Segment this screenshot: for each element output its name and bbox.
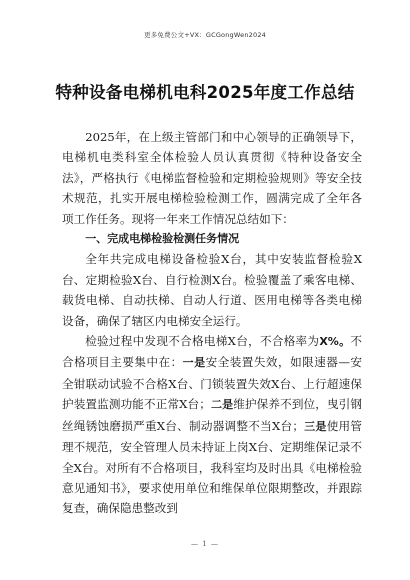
document-title: 特种设备电梯机电科2025年度工作总结 bbox=[55, 83, 355, 102]
label-third: 三是 bbox=[303, 419, 327, 433]
page-number: — 1 — bbox=[191, 540, 219, 548]
findings-text-3: 安全装置失效，如限速器—安全钳联动试验不合格X台、门锁装置失效X台、上行超速保护装置监测功能不正常X台； bbox=[62, 355, 362, 412]
findings-text-5: 使用管理不规范，安全管理人员未持证上岗X台、定期维保记录不全X台。对所有不合格项目，我科室均及时出具《电梯检验意见通知书》，要求使用单位和维保单位限期整改，并跟踪复查，确保隐患整改到 bbox=[62, 418, 362, 516]
findings-text-2: 不合格项目主要集中在： bbox=[62, 334, 362, 370]
findings-text-1: 检验过程中发现不合格电梯X台，不合格率为 bbox=[85, 334, 320, 349]
header-note: 更多免费公文+VX：GCGongWen2024 bbox=[144, 31, 266, 39]
findings-paragraph bbox=[62, 331, 362, 519]
label-second: 二是 bbox=[210, 398, 234, 412]
label-first: 一是 bbox=[182, 356, 206, 370]
task-paragraph: 全年共完成电梯设备检验X台，其中安装监督检验X台、定期检验X台、自行检测X台。检验覆盖了乘客电梯、载货电梯、自动扶梯、自动人行道、医用电梯等各类电梯设备，确保了辖区内电梯安全运行。 bbox=[62, 252, 362, 328]
failure-rate: X%。 bbox=[319, 335, 351, 349]
document-body bbox=[62, 127, 362, 519]
intro-paragraph: 2025年，在上级主管部门和中心领导的正确领导下，电梯机电类科室全体检验人员认真贯彻《特种设备安全法》，严格执行《电梯监督检验和定期检验规则》等安全技术规范，扎实开展电梯检验检测工作，圆满完成了全年各项工作任务。现将一年来工作情况总结如下： bbox=[62, 130, 362, 226]
findings-text-4: 维护保养不到位，曳引钢丝绳锈蚀磨损严重X台、制动器调整不当X台； bbox=[62, 397, 362, 433]
section-heading: 一、完成电梯检验检测任务情况 bbox=[85, 232, 240, 246]
